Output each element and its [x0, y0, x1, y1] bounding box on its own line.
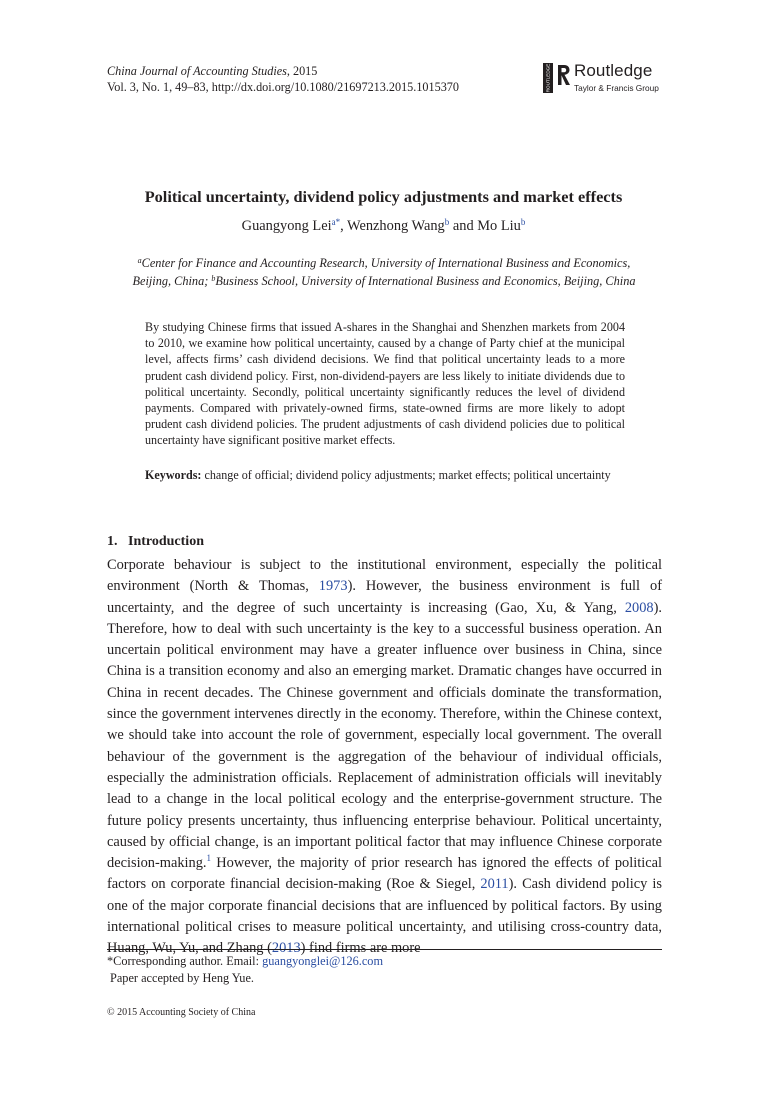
citation-link[interactable]: 2011: [480, 876, 509, 893]
routledge-mark-icon: [543, 63, 553, 93]
citation-link[interactable]: 2013: [271, 940, 301, 957]
body-text-run: Corporate behaviour is subject to the institutional environment, especially the political environment (North & Thomas,: [107, 557, 662, 595]
affiliation-a: Center for Finance and Accounting Research, University of International Business and Economics, Beijing, China;: [132, 256, 631, 288]
affiliation-b: Business School, University of International Business and Economics, Beijing, China: [215, 273, 636, 288]
svg-text:ROUTLEDGE: ROUTLEDGE: [545, 63, 551, 93]
keywords-label: Keywords:: [145, 468, 202, 482]
author-name: Wenzhong Wang: [347, 218, 445, 234]
journal-name: China Journal of Accounting Studies: [107, 64, 287, 78]
journal-line: [107, 63, 459, 79]
author-affiliation-mark[interactable]: b: [444, 217, 450, 227]
affiliation-b-mark: b: [211, 273, 216, 283]
volume-doi-line: Vol. 3, No. 1, 49–83, http://dx.doi.org/10.1080/21697213.2015.1015370: [107, 80, 459, 94]
citation-link[interactable]: 1973: [318, 578, 348, 595]
author-name: Guangyong Lei: [241, 218, 332, 234]
accepted-note: Paper accepted by Heng Yue.: [110, 970, 254, 985]
author-affiliation-mark[interactable]: b: [520, 217, 526, 227]
section-heading: [107, 534, 204, 550]
footnote-divider: [107, 949, 662, 950]
corresponding-author-label: *Corresponding author. Email:: [107, 954, 263, 968]
body-text-run: ). However, the business environment is full of uncertainty, and the degree of such uncertainty is increasing (Gao, Xu, & Yang,: [107, 578, 662, 616]
footnotes: [107, 953, 383, 986]
publisher-group: Taylor & Francis Group: [574, 83, 659, 93]
publisher-name: Routledge: [574, 61, 653, 80]
journal-year: , 2015: [286, 64, 318, 78]
body-text-run: ). Cash dividend policy is one of the major corporate financial decisions that are influenced by political factors. By using international political crises to measure political uncertainty, and utilising cross-country data, Huang, Wu, Yu, and Zhang (: [107, 876, 662, 957]
corresponding-author-note: [107, 953, 383, 970]
running-header: [107, 63, 459, 95]
email-link[interactable]: guangyonglei@126.com: [262, 954, 384, 968]
routledge-r-icon: [556, 64, 572, 86]
keywords-text: change of official; dividend policy adjustments; market effects; political uncertainty: [201, 468, 611, 482]
affiliation-a-mark: a: [137, 256, 142, 265]
body-text: [107, 555, 662, 960]
body-text-run: However, the majority of prior research has ignored the effects of political factors on corporate financial decision-making (Roe & Siegel,: [107, 855, 662, 893]
author-separator: and: [449, 218, 478, 234]
publisher-logo: [543, 63, 668, 97]
keywords: [145, 467, 625, 483]
section-title: Introduction: [128, 534, 204, 549]
section-number: 1.: [107, 534, 118, 549]
abstract: By studying Chinese firms that issued A-shares in the Shanghai and Shenzhen markets from 2004 to 2010, we examine how political uncertainty, caused by a change of Party chief at the municipal level, affects firms’ cash dividend decisions. We find that political uncertainty leads to a more prudent cash dividend policy. First, non-dividend-payers are less likely to initiate dividends due to political uncertainty. Secondly, political uncertainty significantly reduces the level of dividend payments. Compared with privately-owned firms, state-owned firms are more likely to adopt prudent cash dividend policies. The prudent adjustments of cash dividend policies due to political uncertainty have significant positive market effects.: [145, 320, 625, 448]
paper-title: Political uncertainty, dividend policy adjustments and market effects: [144, 187, 623, 206]
copyright: © 2015 Accounting Society of China: [107, 1007, 256, 1018]
author-list: [0, 218, 767, 235]
author-separator: ,: [340, 218, 348, 234]
author-name: Mo Liu: [477, 218, 521, 234]
author-affiliation-mark[interactable]: a*: [331, 217, 341, 227]
affiliations: [128, 255, 640, 290]
body-text-run: ). Therefore, how to deal with such uncertainty is the key to a successful business operation. An uncertain political environment may have a greater influence over business in China, since China is a transition economy and also an emerging market. Dramatic changes have occurred in China in recent decades. The Chinese government and officials dominate the transformation, since the government intervenes directly in the economy. Therefore, within the Chinese context, we should take into account the role of government, especially local government. The overall behaviour of the government is the aggregation of the behaviour of individual officials, especially the administration officials. Replacement of administration officials will inevitably lead to a change in the local political ecology and the enterprise-government structure. The future policy presents uncertainty, thus influencing enterprise behaviour. Political uncertainty, caused by official change, is an important political factor that may influence Chinese corporate decision-making.: [107, 599, 662, 872]
citation-link[interactable]: 2008: [624, 599, 654, 616]
body-text-run: ) find firms are more: [300, 940, 421, 957]
footnote-link[interactable]: 1: [206, 853, 212, 864]
